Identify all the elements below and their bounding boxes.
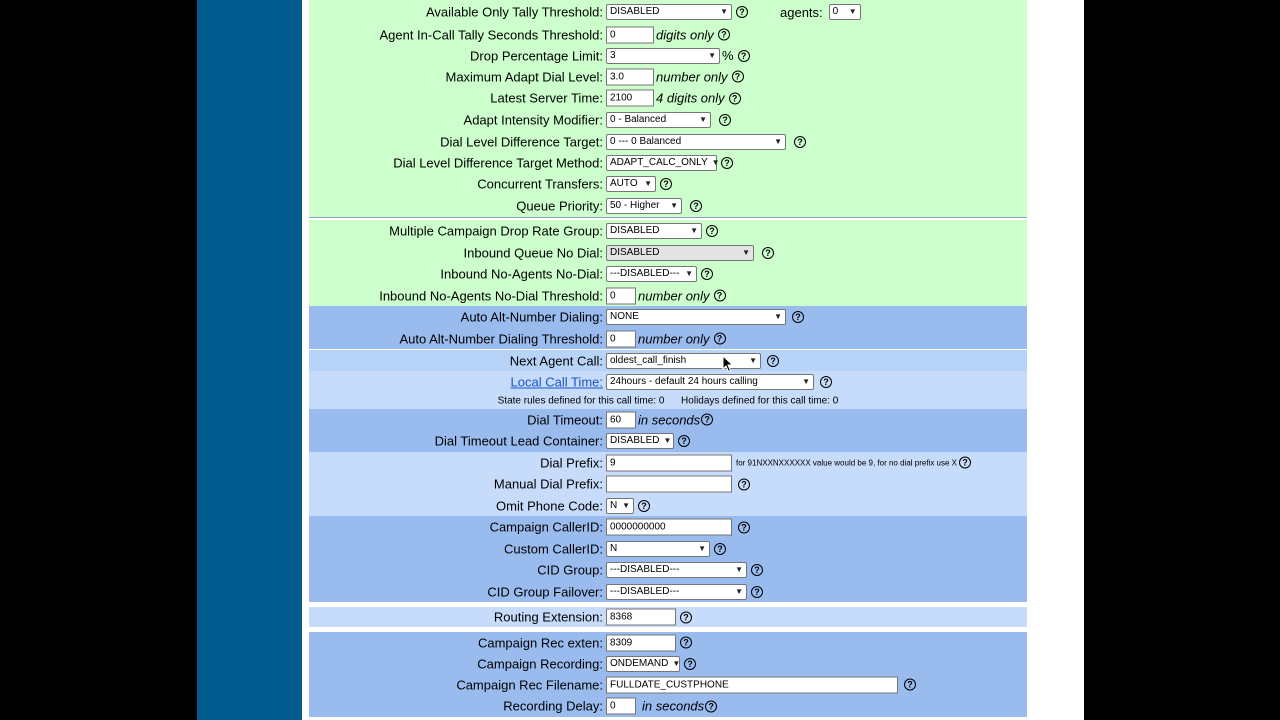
field-label: Inbound No-Agents No-Dial: xyxy=(440,266,603,282)
help-icon[interactable]: ? xyxy=(959,457,971,469)
row-drop-percentage-limit xyxy=(309,45,1027,66)
routing-extension-input[interactable]: 8368 xyxy=(606,609,676,626)
row-queue-priority xyxy=(309,195,1027,217)
row-available-only-tally-threshold xyxy=(309,0,1027,24)
field-label: Dial Level Difference Target: xyxy=(440,134,603,149)
row-routing-extension xyxy=(309,607,1027,627)
field-label: Campaign Rec exten: xyxy=(477,635,603,650)
help-icon[interactable]: ? xyxy=(751,564,763,576)
concurrent-transfers-select[interactable]: AUTO ▼ xyxy=(606,176,656,192)
maximum-adapt-dial-level-input[interactable]: 3.0 xyxy=(606,68,654,85)
row-manual-dial-prefix xyxy=(309,473,1027,495)
help-icon[interactable]: ? xyxy=(719,114,731,126)
help-icon[interactable]: ? xyxy=(705,700,717,712)
help-icon[interactable]: ? xyxy=(701,268,713,280)
omit-phone-code-select[interactable]: N ▼ xyxy=(606,498,634,514)
row-dial-level-difference-target-method xyxy=(309,152,1027,173)
next-agent-call-select[interactable]: oldest_call_finish ▼ xyxy=(606,353,761,369)
help-icon[interactable]: ? xyxy=(680,611,692,623)
hint-text: number only xyxy=(656,69,728,84)
help-icon[interactable]: ? xyxy=(714,543,726,555)
field-label: Agent In-Call Tally Seconds Threshold: xyxy=(379,27,603,42)
help-icon[interactable]: ? xyxy=(660,178,672,190)
hint-text: digits only xyxy=(656,27,714,42)
campaign-rec-exten-input[interactable]: 8309 xyxy=(606,634,676,651)
local-call-time-link[interactable]: Local Call Time: xyxy=(510,374,603,389)
field-label: Dial Timeout: xyxy=(527,412,603,427)
row-concurrent-transfers xyxy=(309,173,1027,195)
field-label: Routing Extension: xyxy=(493,609,603,625)
field-label: Dial Prefix: xyxy=(540,455,603,470)
inbound-no-agents-no-dial-threshold-input[interactable]: 0 xyxy=(606,287,636,304)
field-label: Latest Server Time: xyxy=(490,90,603,106)
field-label: Recording Delay: xyxy=(503,698,603,714)
agents-select[interactable]: 0 ▼ xyxy=(829,4,861,20)
field-label: Available Only Tally Threshold: xyxy=(425,4,603,20)
row-call-time-info xyxy=(309,392,1027,409)
help-icon[interactable]: ? xyxy=(792,311,804,323)
help-icon[interactable]: ? xyxy=(794,136,806,148)
field-label: Campaign Recording: xyxy=(477,656,603,671)
help-icon[interactable]: ? xyxy=(714,333,726,345)
row-dial-level-difference-target xyxy=(309,131,1027,152)
help-icon[interactable]: ? xyxy=(638,500,650,512)
row-campaign-rec-exten xyxy=(309,632,1027,653)
hint-text: in seconds xyxy=(638,412,701,427)
help-icon[interactable]: ? xyxy=(714,290,726,302)
help-icon[interactable]: ? xyxy=(904,679,916,691)
help-icon[interactable]: ? xyxy=(701,414,713,426)
field-label: Auto Alt-Number Dialing Threshold: xyxy=(399,331,603,346)
campaign-rec-filename-input[interactable]: FULLDATE_CUSTPHONE xyxy=(606,676,898,693)
call-time-rules-info: State rules defined for this call time: 0 Holidays defined for this call time: 0 xyxy=(497,395,839,406)
field-label: Adapt Intensity Modifier: xyxy=(463,112,603,128)
row-auto-alt-number-dialing-threshold xyxy=(309,328,1027,349)
adapt-intensity-modifier-select[interactable]: 0 - Balanced ▼ xyxy=(606,112,711,128)
help-icon[interactable]: ? xyxy=(684,658,696,670)
hint-text: in seconds xyxy=(642,698,705,714)
mouse-cursor-icon xyxy=(722,355,734,373)
dial-timeout-lead-container-select[interactable]: DISABLED ▼ xyxy=(606,433,674,449)
field-label: Omit Phone Code: xyxy=(496,498,603,513)
dial-level-difference-target-method-select[interactable]: ADAPT_CALC_ONLY ▼ xyxy=(606,155,717,171)
inbound-no-agents-no-dial-select[interactable]: ---DISABLED--- ▼ xyxy=(606,266,697,282)
row-campaign-callerid xyxy=(309,516,1027,538)
row-auto-alt-number-dialing xyxy=(309,306,1027,328)
custom-callerid-select[interactable]: N ▼ xyxy=(606,541,710,557)
agent-in-call-tally-seconds-input[interactable]: 0 xyxy=(606,26,654,43)
row-dial-timeout-lead-container xyxy=(309,430,1027,452)
row-adapt-intensity-modifier xyxy=(309,109,1027,131)
row-dial-timeout xyxy=(309,409,1027,430)
campaign-recording-select[interactable]: ONDEMAND ▼ xyxy=(606,656,680,672)
help-icon[interactable]: ? xyxy=(678,435,690,447)
dial-prefix-input[interactable]: 9 xyxy=(606,454,732,471)
available-only-tally-threshold-select[interactable]: DISABLED ▼ xyxy=(606,4,732,20)
multiple-campaign-drop-rate-group-select[interactable]: DISABLED ▼ xyxy=(606,223,702,239)
row-dial-prefix xyxy=(309,452,1027,473)
field-label: Custom CallerID: xyxy=(504,541,603,556)
help-icon[interactable]: ? xyxy=(721,157,733,169)
field-label: Auto Alt-Number Dialing: xyxy=(460,309,603,325)
row-inbound-no-agents-no-dial-threshold xyxy=(309,285,1027,306)
row-recording-delay xyxy=(309,695,1027,717)
recording-delay-input[interactable]: 0 xyxy=(606,698,636,715)
field-label: Maximum Adapt Dial Level: xyxy=(445,69,603,84)
row-omit-phone-code xyxy=(309,495,1027,516)
help-icon[interactable]: ? xyxy=(820,376,832,388)
help-icon[interactable]: ? xyxy=(738,478,750,490)
help-icon[interactable]: ? xyxy=(729,92,741,104)
hint-text: number only xyxy=(638,288,710,303)
local-call-time-select[interactable]: 24hours - default 24 hours calling ▼ xyxy=(606,374,814,390)
help-icon[interactable]: ? xyxy=(736,6,748,18)
row-campaign-rec-filename xyxy=(309,674,1027,695)
field-label: Drop Percentage Limit: xyxy=(470,48,603,63)
field-label: Inbound No-Agents No-Dial Threshold: xyxy=(379,288,603,303)
auto-alt-number-dialing-threshold-input[interactable]: 0 xyxy=(606,330,636,347)
row-cid-group xyxy=(309,559,1027,581)
row-next-agent-call xyxy=(309,350,1027,371)
field-label: Inbound Queue No Dial: xyxy=(463,245,603,260)
queue-priority-select[interactable]: 50 - Higher ▼ xyxy=(606,198,682,214)
help-icon[interactable]: ? xyxy=(738,521,750,533)
help-icon[interactable]: ? xyxy=(706,225,718,237)
row-maximum-adapt-dial-level xyxy=(309,66,1027,87)
row-inbound-no-agents-no-dial xyxy=(309,263,1027,285)
field-label: Campaign CallerID: xyxy=(489,519,603,535)
field-label: CID Group Failover: xyxy=(487,584,603,599)
help-icon[interactable]: ? xyxy=(767,355,779,367)
help-icon[interactable]: ? xyxy=(680,637,692,649)
manual-dial-prefix-input[interactable] xyxy=(606,476,732,493)
campaign-detail-form xyxy=(302,0,1044,720)
hint-text: number only xyxy=(638,331,710,346)
dial-timeout-input[interactable]: 60 xyxy=(606,411,636,428)
auto-alt-number-dialing-select[interactable]: NONE ▼ xyxy=(606,309,786,325)
help-icon[interactable]: ? xyxy=(762,247,774,259)
row-inbound-queue-no-dial xyxy=(309,242,1027,263)
cid-group-select[interactable]: ---DISABLED--- ▼ xyxy=(606,562,747,578)
dial-prefix-hint: for 91NXXNXXXXXX value would be 9, for no dial prefix use X xyxy=(736,458,958,467)
row-latest-server-time xyxy=(309,87,1027,109)
cid-group-failover-select[interactable]: ---DISABLED--- ▼ xyxy=(606,584,747,600)
hint-text: 4 digits only xyxy=(656,90,725,106)
row-custom-callerid xyxy=(309,538,1027,559)
field-label: Queue Priority: xyxy=(516,198,603,214)
field-label: Next Agent Call: xyxy=(509,353,603,368)
inbound-queue-no-dial-select[interactable]: DISABLED ▼ xyxy=(606,245,754,261)
agents-label: agents: xyxy=(780,4,823,20)
field-label: Dial Timeout Lead Container: xyxy=(434,433,603,449)
latest-server-time-input[interactable]: 2100 xyxy=(606,90,654,107)
dial-level-difference-target-select[interactable]: 0 --- 0 Balanced ▼ xyxy=(606,134,786,150)
row-local-call-time xyxy=(309,371,1027,392)
field-label: CID Group: xyxy=(537,562,603,578)
help-icon[interactable]: ? xyxy=(690,200,702,212)
left-sidebar xyxy=(197,0,302,720)
help-icon[interactable]: ? xyxy=(732,71,744,83)
row-multiple-campaign-drop-rate-group xyxy=(309,220,1027,242)
field-label: Concurrent Transfers: xyxy=(477,176,603,192)
row-cid-group-failover xyxy=(309,581,1027,602)
help-icon[interactable]: ? xyxy=(738,50,750,62)
row-campaign-recording xyxy=(309,653,1027,674)
campaign-callerid-input[interactable]: 0000000000 xyxy=(606,519,732,536)
field-label: Manual Dial Prefix: xyxy=(493,476,603,492)
drop-percentage-limit-select[interactable]: 3 ▼ xyxy=(606,48,720,64)
right-margin xyxy=(1044,0,1084,720)
row-agent-in-call-tally-seconds xyxy=(309,24,1027,45)
field-label: Campaign Rec Filename: xyxy=(456,677,603,692)
help-icon[interactable]: ? xyxy=(718,29,730,41)
help-icon[interactable]: ? xyxy=(751,586,763,598)
field-label: Multiple Campaign Drop Rate Group: xyxy=(389,223,603,239)
percent-sign: % xyxy=(722,48,734,63)
section-divider xyxy=(309,217,1027,218)
field-label: Dial Level Difference Target Method: xyxy=(393,155,603,170)
